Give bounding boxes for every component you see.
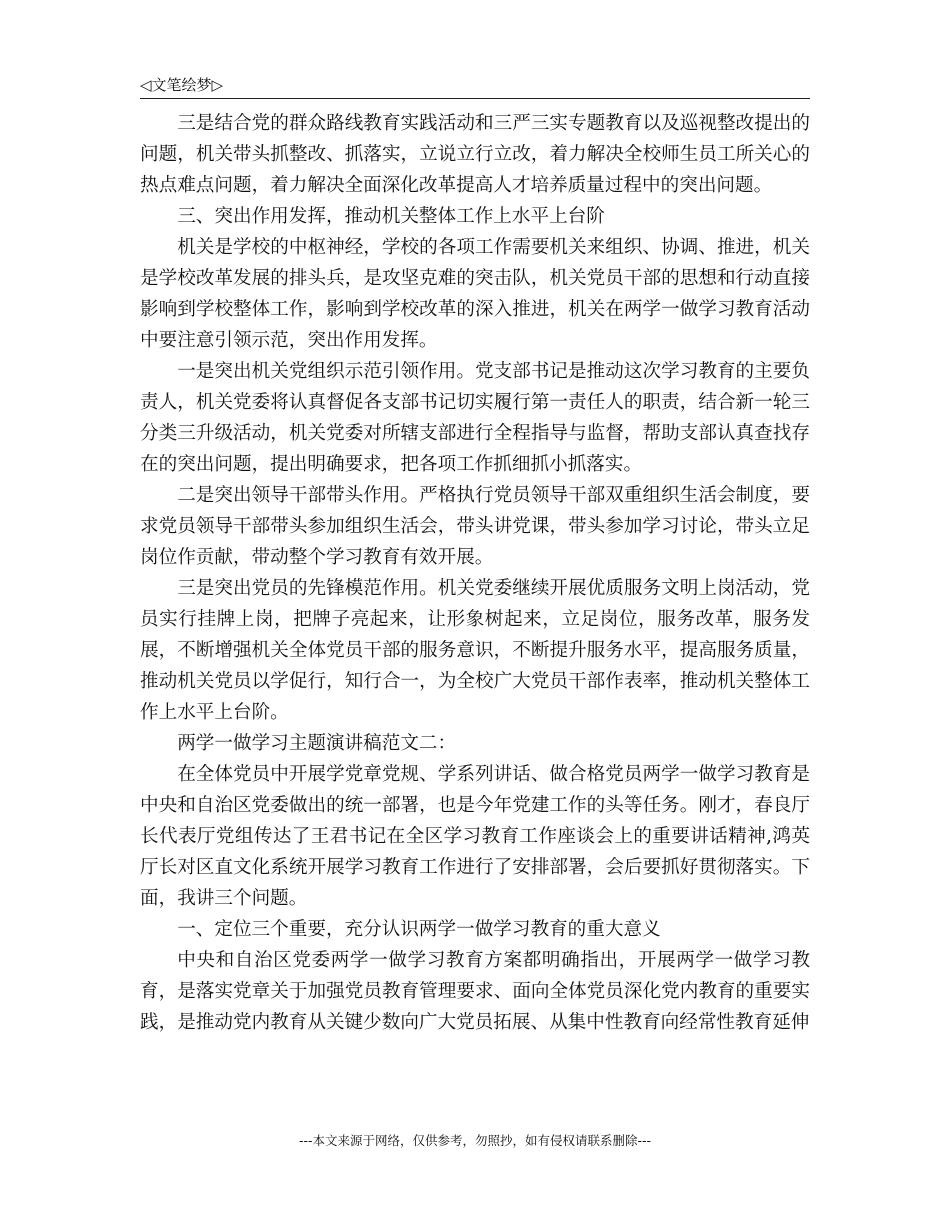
- paragraph: 中央和自治区党委两学一做学习教育方案都明确指出，开展两学一做学习教育，是落实党章关于加强党员教育管理要求、面向全体党员深化党内教育的重要实践，是推动党内教育从关键少数向广大党员拓展、从集中性教育向经常性教育延伸: [140, 950, 810, 1033]
- page-footer: ---本文来源于网络，仅供参考，勿照抄，如有侵权请联系删除---: [298, 1133, 652, 1148]
- section-heading: 三、突出作用发挥，推动机关整体工作上水平上台阶: [177, 206, 605, 227]
- paragraph: 一是突出机关党组织示范引领作用。党支部书记是推动这次学习教育的主要负责人，机关党委将认真督促各支部书记切实履行第一责任人的职责，结合新一轮三分类三升级活动，机关党委对所辖支部进行全程指导与监督，帮助支部认真查找存在的突出问题，提出明确要求，把各项工作抓细抓小抓落实。: [140, 361, 810, 475]
- paragraph: 在全体党员中开展学党章党规、学系列讲话、做合格党员两学一做学习教育是中央和自治区党委做出的统一部署，也是今年党建工作的头等任务。刚才，春良厅长代表厅党组传达了王君书记在全区学习教育工作座谈会上的重要讲话精神,鸿英厅长对区直文化系统开展学习教育工作进行了安排部署，会后要抓好贯彻落实。下面，我讲三个问题。: [140, 764, 810, 909]
- paragraph: 二是突出领导干部带头作用。严格执行党员领导干部双重组织生活会制度，要求党员领导干部带头参加组织生活会，带头讲党课，带头参加学习讨论，带头立足岗位作贡献，带动整个学习教育有效开展。: [140, 485, 810, 568]
- paragraph: 三是结合党的群众路线教育实践活动和三严三实专题教育以及巡视整改提出的问题，机关带头抓整改、抓落实，立说立行立改，着力解决全校师生员工所关心的热点难点问题，着力解决全面深化改革提高人才培养质量过程中的突出问题。: [140, 113, 810, 196]
- paragraph: 三是突出党员的先锋模范作用。机关党委继续开展优质服务文明上岗活动，党员实行挂牌上岗，把牌子亮起来，让形象树起来，立足岗位，服务改革，服务发展，不断增强机关全体党员干部的服务意识，不断提升服务水平，提高服务质量，推动机关党员以学促行，知行合一，为全校广大党员干部作表率，推动机关整体工作上水平上台阶。: [140, 578, 810, 723]
- header-title: ◁文笔绘梦▷: [140, 76, 224, 94]
- section-heading: 一、定位三个重要，充分认识两学一做学习教育的重大意义: [177, 919, 661, 940]
- paragraph: 机关是学校的中枢神经，学校的各项工作需要机关来组织、协调、推进，机关是学校改革发展的排头兵，是攻坚克难的突击队，机关党员干部的思想和行动直接影响到学校整体工作，影响到学校改革的深入推进，机关在两学一做学习教育活动中要注意引领示范，突出作用发挥。: [140, 237, 810, 351]
- document-body: [140, 108, 810, 1038]
- section-title: 两学一做学习主题演讲稿范文二：: [177, 733, 457, 754]
- page-header: [140, 70, 810, 99]
